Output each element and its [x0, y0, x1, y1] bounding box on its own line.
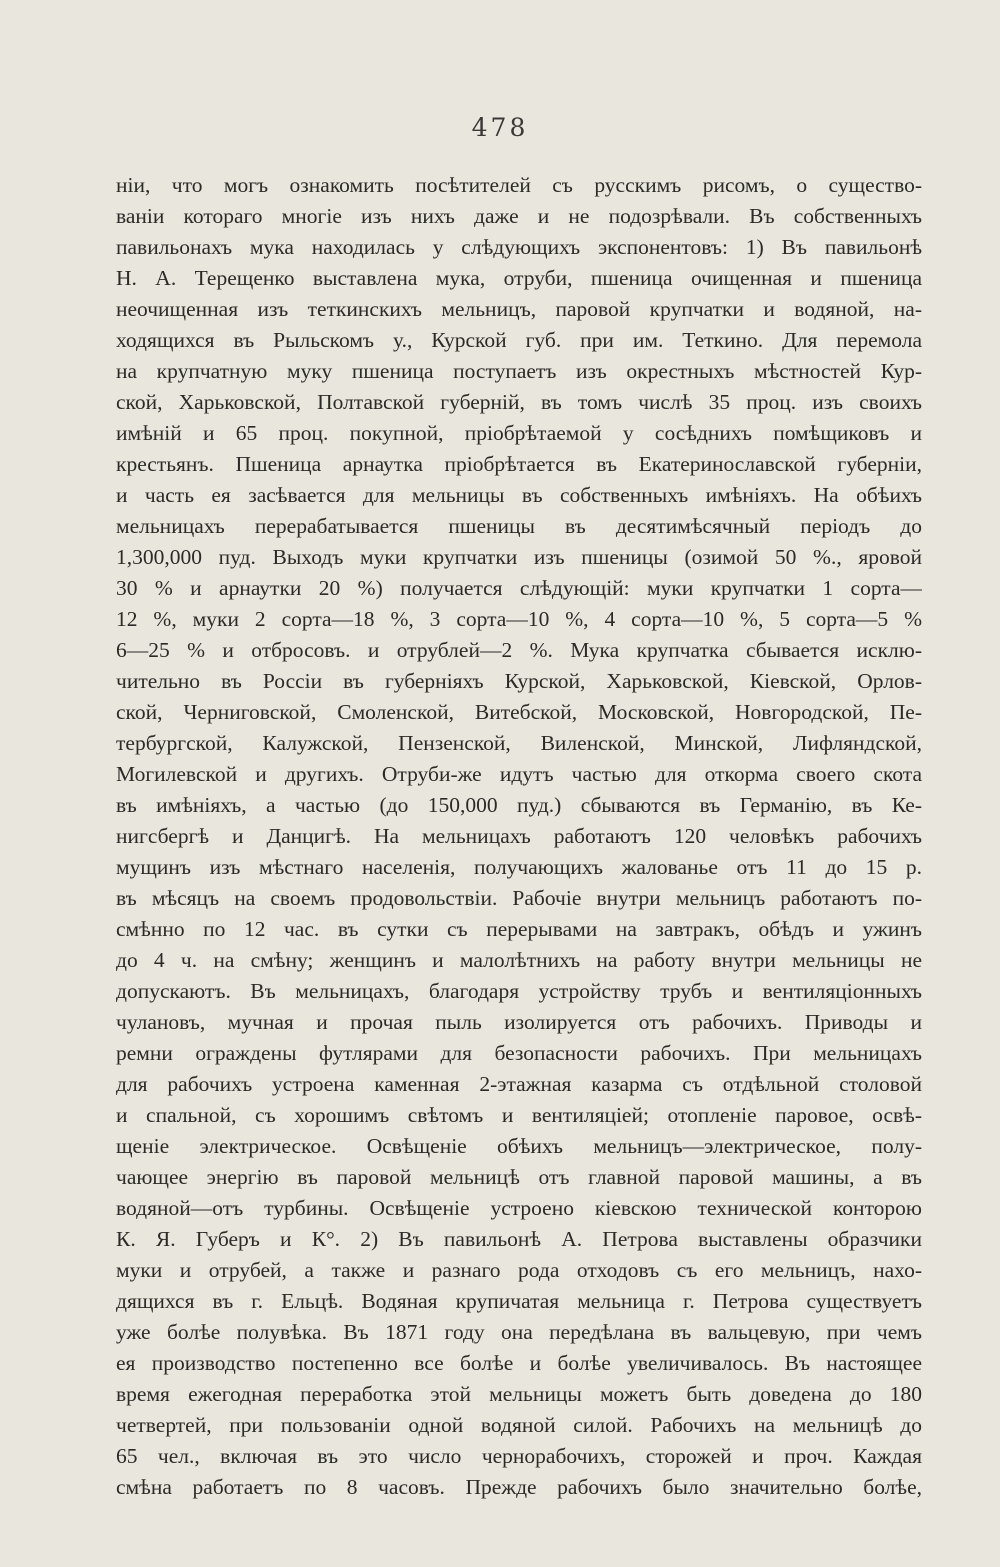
- text-line: неочищенная изъ теткинскихъ мельницъ, паровой крупчатки и водяной, на-: [116, 297, 922, 321]
- text-line: 65 чел., включая въ это число чернорабочихъ, сторожей и проч. Каждая: [116, 1444, 922, 1468]
- text-line: павильонахъ мука находилась у слѣдующихъ экспонентовъ: 1) Въ павильонѣ: [116, 235, 922, 259]
- text-line: уже болѣе полувѣка. Въ 1871 году она передѣлана въ вальцевую, при чемъ: [116, 1320, 922, 1344]
- text-line: въ имѣніяхъ, а частью (до 150,000 пуд.) сбываются въ Германію, въ Ке-: [116, 793, 922, 817]
- text-line: имѣній и 65 проц. покупной, пріобрѣтаемой у сосѣднихъ помѣщиковъ и: [116, 421, 922, 445]
- body-text: [116, 170, 922, 1503]
- text-line: чающее энергію въ паровой мельницѣ отъ главной паровой машины, а въ: [116, 1165, 922, 1189]
- text-line: муки и отрубей, а также и разнаго рода отходовъ съ его мельницъ, нахо-: [116, 1258, 922, 1282]
- text-line: и спальной, съ хорошимъ свѣтомъ и вентиляціей; отопленіе паровое, освѣ-: [116, 1103, 922, 1127]
- text-line: ваніи котораго многіе изъ нихъ даже и не подозрѣвали. Въ собственныхъ: [116, 204, 922, 228]
- text-line: 30 % и арнаутки 20 %) получается слѣдующій: муки крупчатки 1 сорта—: [116, 576, 922, 600]
- text-line: Н. А. Терещенко выставлена мука, отруби, пшеница очищенная и пшеница: [116, 266, 922, 290]
- text-line: четвертей, при пользованіи одной водяной силой. Рабочихъ на мельницѣ до: [116, 1413, 922, 1437]
- text-line: время ежегодная переработка этой мельницы можетъ быть доведена до 180: [116, 1382, 922, 1406]
- text-line: ской, Харьковской, Полтавской губерній, въ томъ числѣ 35 проц. изъ своихъ: [116, 390, 922, 414]
- text-line: 1,300,000 пуд. Выходъ муки крупчатки изъ пшеницы (озимой 50 %., яровой: [116, 545, 922, 569]
- text-line: смѣна работаетъ по 8 часовъ. Прежде рабочихъ было значительно болѣе,: [116, 1475, 922, 1499]
- text-line: и часть ея засѣвается для мельницы въ собственныхъ имѣніяхъ. На обѣихъ: [116, 483, 922, 507]
- text-line: нигсбергѣ и Данцигѣ. На мельницахъ работаютъ 120 человѣкъ рабочихъ: [116, 824, 922, 848]
- text-line: 6—25 % и отбросовъ. и отрублей—2 %. Мука крупчатка сбывается исклю-: [116, 638, 922, 662]
- text-line: въ мѣсяцъ на своемъ продовольствіи. Рабочіе внутри мельницъ работаютъ по-: [116, 886, 922, 910]
- text-line: тербургской, Калужской, Пензенской, Виленской, Минской, Лифляндской,: [116, 731, 922, 755]
- text-line: для рабочихъ устроена каменная 2-этажная казарма съ отдѣльной столовой: [116, 1072, 922, 1096]
- text-line: ремни ограждены футлярами для безопасности рабочихъ. При мельницахъ: [116, 1041, 922, 1065]
- text-line: чительно въ Россіи въ губерніяхъ Курской, Харьковской, Кіевской, Орлов-: [116, 669, 922, 693]
- text-line: ніи, что могъ ознакомить посѣтителей съ русскимъ рисомъ, о существо-: [116, 173, 922, 197]
- text-line: смѣнно по 12 час. въ сутки съ перерывами на завтракъ, обѣдъ и ужинъ: [116, 917, 922, 941]
- text-line: К. Я. Губеръ и К°. 2) Въ павильонѣ А. Петрова выставлены образчики: [116, 1227, 922, 1251]
- text-line: Могилевской и другихъ. Отруби-же идутъ частью для откорма своего скота: [116, 762, 922, 786]
- text-line: крестьянъ. Пшеница арнаутка пріобрѣтается въ Екатеринославской губерніи,: [116, 452, 922, 476]
- text-line: мущинъ изъ мѣстнаго населенія, получающихъ жалованье отъ 11 до 15 р.: [116, 855, 922, 879]
- text-line: на крупчатную муку пшеница поступаетъ изъ окрестныхъ мѣстностей Кур-: [116, 359, 922, 383]
- text-line: ходящихся въ Рыльскомъ у., Курской губ. при им. Теткино. Для перемола: [116, 328, 922, 352]
- text-line: щеніе электрическое. Освѣщеніе обѣихъ мельницъ—электрическое, полу-: [116, 1134, 922, 1158]
- text-line: мельницахъ перерабатывается пшеницы въ десятимѣсячный періодъ до: [116, 514, 922, 538]
- text-line: 12 %, муки 2 сорта—18 %, 3 сорта—10 %, 4 сорта—10 %, 5 сорта—5 %: [116, 607, 922, 631]
- page-number: 478: [471, 113, 529, 142]
- text-line: допускаютъ. Въ мельницахъ, благодаря устройству трубъ и вентиляціонныхъ: [116, 979, 922, 1003]
- text-line: ея производство постепенно все болѣе и болѣе увеличивалось. Въ настоящее: [116, 1351, 922, 1375]
- text-line: водяной—отъ турбины. Освѣщеніе устроено кіевскою технической конторою: [116, 1196, 922, 1220]
- text-line: дящихся въ г. Ельцѣ. Водяная крупичатая мельница г. Петрова существуетъ: [116, 1289, 922, 1313]
- text-line: ской, Черниговской, Смоленской, Витебской, Московской, Новгородской, Пе-: [116, 700, 922, 724]
- text-line: чулановъ, мучная и прочая пыль изолируется отъ рабочихъ. Приводы и: [116, 1010, 922, 1034]
- text-line: до 4 ч. на смѣну; женщинъ и малолѣтнихъ на работу внутри мельницы не: [116, 948, 922, 972]
